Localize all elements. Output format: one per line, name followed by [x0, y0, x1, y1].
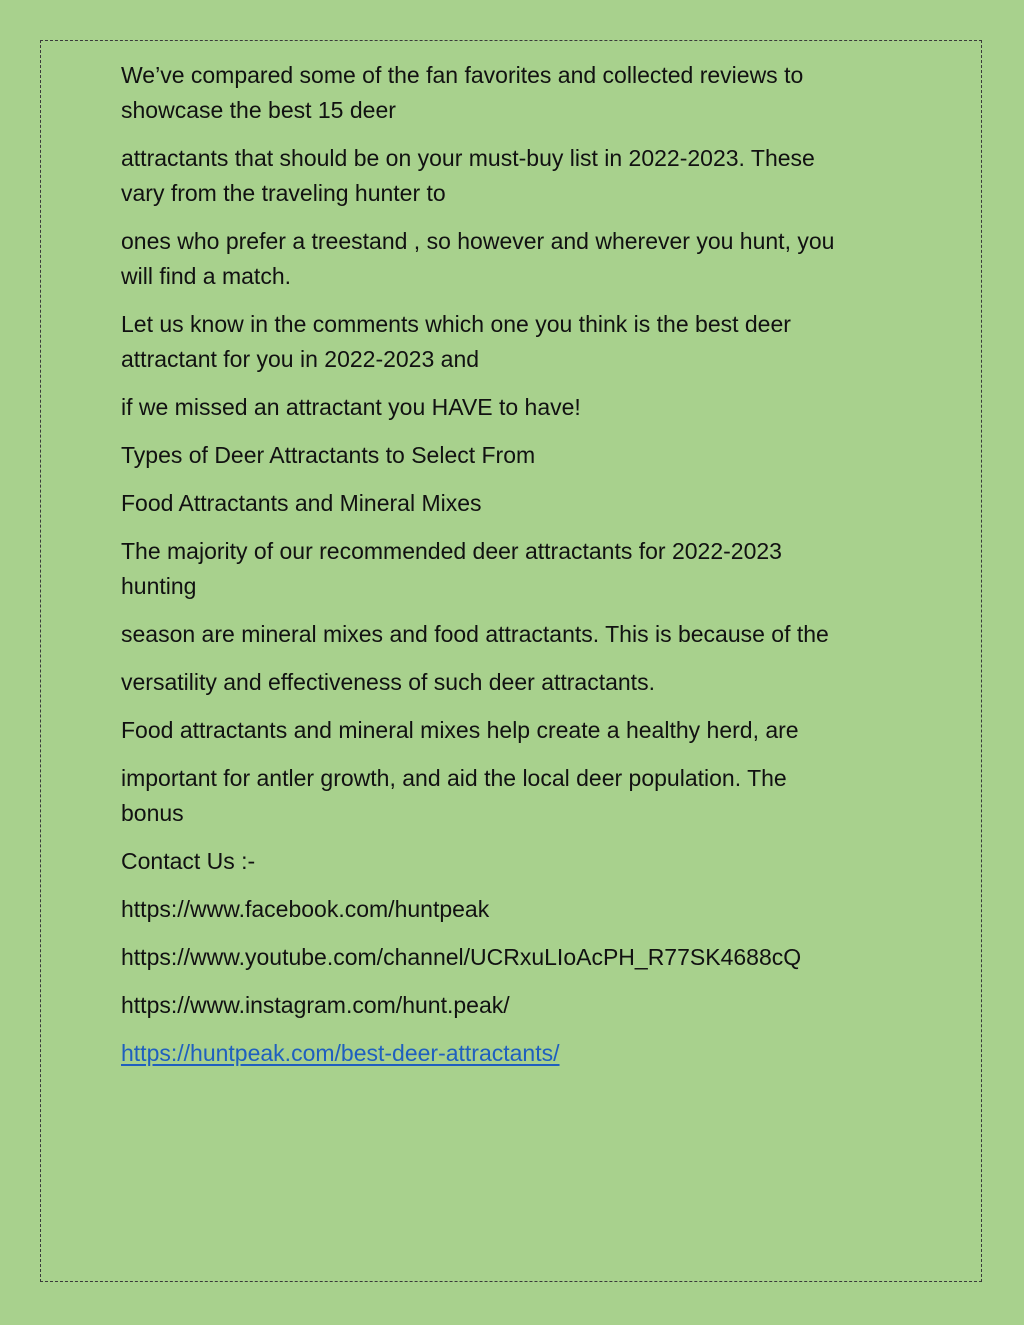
website-link[interactable]: https://huntpeak.com/best-deer-attractants/ [121, 1040, 560, 1066]
contact-heading: Contact Us :- [121, 848, 256, 874]
contact-facebook: https://www.facebook.com/huntpeak [121, 896, 490, 922]
paragraph-versatility: versatility and effectiveness of such deer attractants. [121, 669, 655, 695]
paragraph-missed: if we missed an attractant you HAVE to have! [121, 394, 581, 420]
paragraph-comments: Let us know in the comments which one you think is the best deer attractant for you in 2022-2023 and [121, 311, 791, 372]
paragraph-must-buy: attractants that should be on your must-buy list in 2022-2023. These vary from the traveling hunter to [121, 145, 815, 206]
contact-instagram: https://www.instagram.com/hunt.peak/ [121, 992, 510, 1018]
paragraph-healthy-herd: Food attractants and mineral mixes help create a healthy herd, are [121, 717, 799, 743]
heading-food-attractants: Food Attractants and Mineral Mixes [121, 490, 482, 516]
paragraph-treestand: ones who prefer a treestand , so however and wherever you hunt, you will find a match. [121, 228, 835, 289]
document-body [121, 58, 911, 1084]
contact-youtube: https://www.youtube.com/channel/UCRxuLIoAcPH_R77SK4688cQ [121, 944, 802, 970]
paragraph-intro: We’ve compared some of the fan favorites and collected reviews to showcase the best 15 deer [121, 62, 804, 123]
paragraph-season: season are mineral mixes and food attractants. This is because of the [121, 621, 829, 647]
paragraph-antler-growth: important for antler growth, and aid the local deer population. The bonus [121, 765, 787, 826]
heading-types: Types of Deer Attractants to Select From [121, 442, 536, 468]
paragraph-majority: The majority of our recommended deer attractants for 2022-2023 hunting [121, 538, 782, 599]
